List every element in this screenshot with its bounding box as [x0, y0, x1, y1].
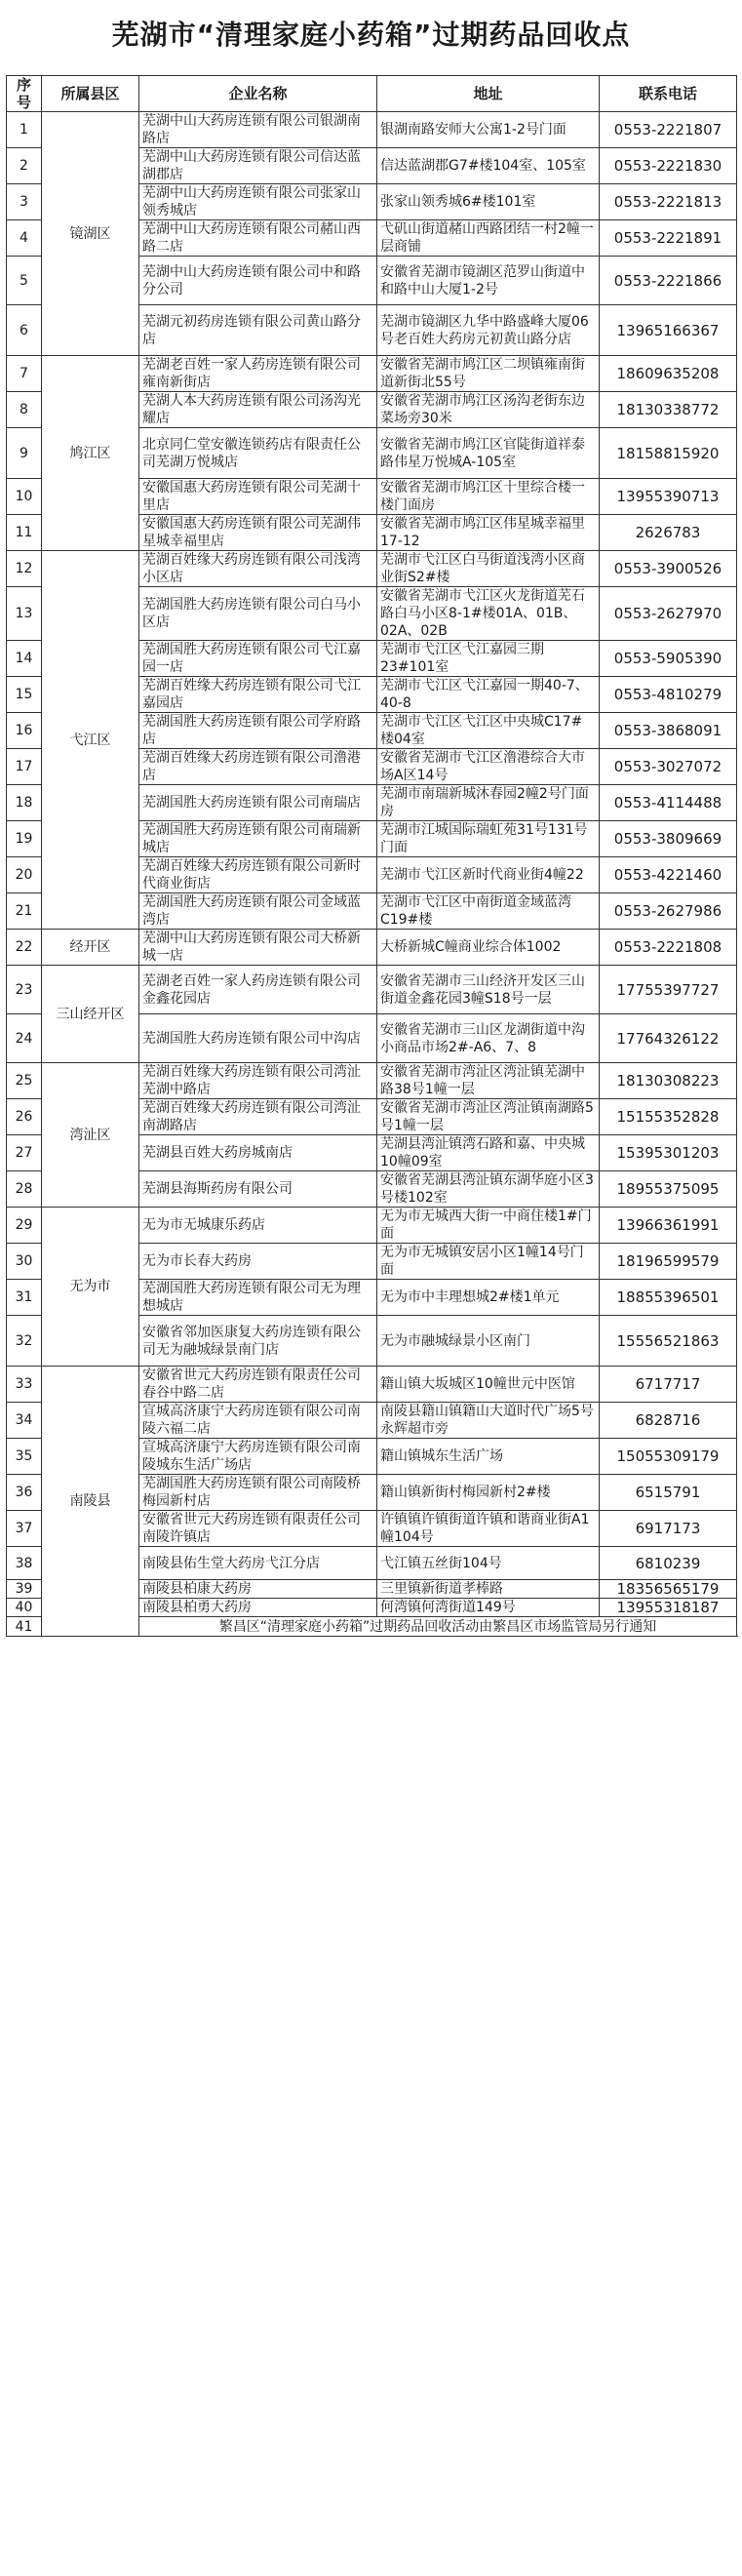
address: 无为市无城镇安居小区1幢14号门面 — [377, 1244, 600, 1280]
district-cell: 无为市 — [42, 1208, 139, 1367]
company-name: 芜湖百姓缘大药房连锁有限公司浅湾小区店 — [139, 551, 377, 587]
phone-number: 0553-4810279 — [600, 677, 737, 713]
address: 芜湖市镜湖区九华中路盛峰大厦06号老百姓大药房元初黄山路分店 — [377, 305, 600, 356]
column-header-name: 企业名称 — [139, 76, 377, 112]
row-number: 16 — [7, 713, 42, 749]
company-name: 芜湖国胜大药房连锁有限公司白马小区店 — [139, 587, 377, 641]
row-number: 29 — [7, 1208, 42, 1244]
phone-number: 0553-5905390 — [600, 641, 737, 677]
row-number: 8 — [7, 392, 42, 428]
address: 安徽省芜湖市湾沚区湾沚镇芜湖中路38号1幢一层 — [377, 1063, 600, 1099]
row-number: 27 — [7, 1135, 42, 1171]
row-number: 6 — [7, 305, 42, 356]
company-name: 安徽国惠大药房连锁有限公司芜湖十里店 — [139, 479, 377, 515]
company-name: 芜湖百姓缘大药房连锁有限公司澛港店 — [139, 749, 377, 785]
company-name: 北京同仁堂安徽连锁药店有限责任公司芜湖万悦城店 — [139, 428, 377, 479]
row-number: 30 — [7, 1244, 42, 1280]
company-name: 南陵县柏康大药房 — [139, 1580, 377, 1599]
phone-number: 0553-2221891 — [600, 220, 737, 257]
district-cell: 三山经开区 — [42, 966, 139, 1063]
row-number: 14 — [7, 641, 42, 677]
company-name: 芜湖国胜大药房连锁有限公司南瑞新城店 — [139, 821, 377, 857]
row-number: 15 — [7, 677, 42, 713]
phone-number: 18609635208 — [600, 356, 737, 392]
phone-number: 15055309179 — [600, 1439, 737, 1475]
phone-number: 13966361991 — [600, 1208, 737, 1244]
address: 安徽省芜湖市湾沚区湾沚镇南湖路5号1幢一层 — [377, 1099, 600, 1135]
address: 芜湖市弋江区弋江嘉园三期23#101室 — [377, 641, 600, 677]
phone-number: 0553-3868091 — [600, 713, 737, 749]
company-name: 芜湖中山大药房连锁有限公司大桥新城一店 — [139, 930, 377, 966]
row-number: 34 — [7, 1403, 42, 1439]
company-name: 芜湖百姓缘大药房连锁有限公司新时代商业街店 — [139, 857, 377, 893]
company-name: 芜湖百姓缘大药房连锁有限公司湾沚芜湖中路店 — [139, 1063, 377, 1099]
phone-number: 17755397727 — [600, 966, 737, 1014]
phone-number: 13955318187 — [600, 1599, 737, 1617]
table-row — [7, 1208, 737, 1244]
address: 无为市融城绿景小区南门 — [377, 1316, 600, 1367]
company-name: 芜湖中山大药房连锁有限公司张家山领秀城店 — [139, 184, 377, 220]
row-number: 11 — [7, 515, 42, 551]
company-name: 芜湖国胜大药房连锁有限公司南陵桥梅园新村店 — [139, 1475, 377, 1511]
company-name: 芜湖中山大药房连锁有限公司赭山西路二店 — [139, 220, 377, 257]
phone-number: 0553-2221866 — [600, 257, 737, 305]
table-body — [7, 112, 737, 1637]
address: 银湖南路安师大公寓1-2号门面 — [377, 112, 600, 148]
row-number: 2 — [7, 148, 42, 184]
column-header-phone: 联系电话 — [600, 76, 737, 112]
row-number: 20 — [7, 857, 42, 893]
phone-number: 6828716 — [600, 1403, 737, 1439]
phone-number: 15556521863 — [600, 1316, 737, 1367]
company-name: 无为市长春大药房 — [139, 1244, 377, 1280]
row-number: 10 — [7, 479, 42, 515]
address: 芜湖市弋江区新时代商业街4幢22 — [377, 857, 600, 893]
table-row — [7, 356, 737, 392]
table-row — [7, 112, 737, 148]
address: 芜湖市江城国际瑞虹苑31号131号门面 — [377, 821, 600, 857]
company-name: 南陵县佑生堂大药房弋江分店 — [139, 1547, 377, 1580]
column-header-district: 所属县区 — [42, 76, 139, 112]
address: 芜湖市弋江区中南街道金域蓝湾C19#楼 — [377, 893, 600, 930]
address: 大桥新城C幢商业综合体1002 — [377, 930, 600, 966]
address: 安徽省芜湖市鸠江区伟星城幸福里17-12 — [377, 515, 600, 551]
recycling-points-table — [6, 75, 737, 1637]
company-name: 芜湖国胜大药房连锁有限公司金域蓝湾店 — [139, 893, 377, 930]
district-cell: 镜湖区 — [42, 112, 139, 356]
row-number: 5 — [7, 257, 42, 305]
phone-number: 6917173 — [600, 1511, 737, 1547]
address: 芜湖县湾沚镇湾石路和嘉、中央城10幢09室 — [377, 1135, 600, 1171]
phone-number: 6810239 — [600, 1547, 737, 1580]
phone-number: 0553-3809669 — [600, 821, 737, 857]
company-name: 芜湖中山大药房连锁有限公司中和路分公司 — [139, 257, 377, 305]
company-name: 南陵县柏勇大药房 — [139, 1599, 377, 1617]
address: 安徽省芜湖市弋江区火龙街道芜石路白马小区8-1#楼01A、01B、02A、02B — [377, 587, 600, 641]
company-name: 芜湖国胜大药房连锁有限公司中沟店 — [139, 1014, 377, 1063]
table-header-row — [7, 76, 737, 112]
address: 弋江镇五丝街104号 — [377, 1547, 600, 1580]
address: 安徽省芜湖市鸠江区官陡街道祥泰路伟星万悦城A-105室 — [377, 428, 600, 479]
address: 芜湖市南瑞新城沐春园2幢2号门面房 — [377, 785, 600, 821]
address: 安徽省芜湖市弋江区澛港综合大市场A区14号 — [377, 749, 600, 785]
address: 安徽省芜湖市鸠江区汤沟老街东边菜场旁30米 — [377, 392, 600, 428]
row-number: 25 — [7, 1063, 42, 1099]
company-name: 芜湖国胜大药房连锁有限公司学府路店 — [139, 713, 377, 749]
address: 无为市无城西大街一中商住楼1#门面 — [377, 1208, 600, 1244]
address: 芜湖市弋江区弋江区中央城C17#楼04室 — [377, 713, 600, 749]
phone-number: 15155352828 — [600, 1099, 737, 1135]
row-number: 21 — [7, 893, 42, 930]
row-number: 17 — [7, 749, 42, 785]
district-cell: 弋江区 — [42, 551, 139, 930]
column-header-no: 序号 — [7, 76, 42, 112]
table-row — [7, 1367, 737, 1403]
company-name: 宣城高济康宁大药房连锁有限公司南陵六福二店 — [139, 1403, 377, 1439]
row-number: 19 — [7, 821, 42, 857]
company-name: 宣城高济康宁大药房连锁有限公司南陵城东生活广场店 — [139, 1439, 377, 1475]
table-row — [7, 930, 737, 966]
phone-number: 6717717 — [600, 1367, 737, 1403]
company-name: 芜湖国胜大药房连锁有限公司弋江嘉园一店 — [139, 641, 377, 677]
company-name: 芜湖中山大药房连锁有限公司信达蓝湖郡店 — [139, 148, 377, 184]
address: 安徽省芜湖市鸠江区二坝镇雍南街道新街北55号 — [377, 356, 600, 392]
phone-number: 18955375095 — [600, 1171, 737, 1208]
company-name: 安徽省世元大药房连锁有限责任公司南陵许镇店 — [139, 1511, 377, 1547]
district-cell: 南陵县 — [42, 1367, 139, 1637]
row-number: 26 — [7, 1099, 42, 1135]
row-number: 38 — [7, 1547, 42, 1580]
row-number: 37 — [7, 1511, 42, 1547]
phone-number: 0553-2221830 — [600, 148, 737, 184]
phone-number: 17764326122 — [600, 1014, 737, 1063]
phone-number: 6515791 — [600, 1475, 737, 1511]
table-row — [7, 966, 737, 1014]
phone-number: 0553-2627970 — [600, 587, 737, 641]
address: 芜湖市弋江区白马街道浅湾小区商业街S2#楼 — [377, 551, 600, 587]
row-number: 31 — [7, 1280, 42, 1316]
phone-number: 18855396501 — [600, 1280, 737, 1316]
row-number: 36 — [7, 1475, 42, 1511]
phone-number: 0553-3900526 — [600, 551, 737, 587]
company-name: 芜湖老百姓一家人药房连锁有限公司雍南新街店 — [139, 356, 377, 392]
company-name: 芜湖人本大药房连锁有限公司汤沟光耀店 — [139, 392, 377, 428]
address: 安徽省芜湖市镜湖区范罗山街道中和路中山大厦1-2号 — [377, 257, 600, 305]
phone-number: 2626783 — [600, 515, 737, 551]
phone-number: 0553-4221460 — [600, 857, 737, 893]
company-name: 芜湖国胜大药房连锁有限公司无为理想城店 — [139, 1280, 377, 1316]
address: 信达蓝湖郡G7#楼104室、105室 — [377, 148, 600, 184]
phone-number: 0553-3027072 — [600, 749, 737, 785]
address: 安徽省芜湖市三山区龙湖街道中沟小商品市场2#-A6、7、8 — [377, 1014, 600, 1063]
row-number: 23 — [7, 966, 42, 1014]
row-number: 41 — [7, 1617, 42, 1637]
address: 张家山领秀城6#楼101室 — [377, 184, 600, 220]
company-name: 芜湖县海斯药房有限公司 — [139, 1171, 377, 1208]
company-name: 芜湖百姓缘大药房连锁有限公司湾沚南湖路店 — [139, 1099, 377, 1135]
address: 籍山镇新街村梅园新村2#楼 — [377, 1475, 600, 1511]
row-number: 39 — [7, 1580, 42, 1599]
column-header-address: 地址 — [377, 76, 600, 112]
row-number: 35 — [7, 1439, 42, 1475]
phone-number: 0553-2627986 — [600, 893, 737, 930]
row-number: 33 — [7, 1367, 42, 1403]
company-name: 芜湖老百姓一家人药房连锁有限公司金鑫花园店 — [139, 966, 377, 1014]
phone-number: 13955390713 — [600, 479, 737, 515]
row-number: 7 — [7, 356, 42, 392]
table-row — [7, 551, 737, 587]
district-cell: 经开区 — [42, 930, 139, 966]
row-number: 9 — [7, 428, 42, 479]
district-cell: 湾沚区 — [42, 1063, 139, 1208]
phone-number: 0553-2221807 — [600, 112, 737, 148]
page-title: 芜湖市“清理家庭小药箱”过期药品回收点 — [111, 19, 631, 51]
company-name: 安徽省邻加医康复大药房连锁有限公司无为融城绿景南门店 — [139, 1316, 377, 1367]
phone-number: 15395301203 — [600, 1135, 737, 1171]
row-number: 18 — [7, 785, 42, 821]
row-number: 24 — [7, 1014, 42, 1063]
phone-number: 0553-2221808 — [600, 930, 737, 966]
footer-note: 繁昌区“清理家庭小药箱”过期药品回收活动由繁昌区市场监管局另行通知 — [139, 1617, 737, 1637]
address: 三里镇新街道孝棒路 — [377, 1580, 600, 1599]
row-number: 32 — [7, 1316, 42, 1367]
address: 弋矶山街道赭山西路团结一村2幢一层商铺 — [377, 220, 600, 257]
address: 芜湖市弋江区弋江嘉园一期40-7、40-8 — [377, 677, 600, 713]
address: 籍山镇大坂城区10幢世元中医馆 — [377, 1367, 600, 1403]
company-name: 芜湖百姓缘大药房连锁有限公司弋江嘉园店 — [139, 677, 377, 713]
company-name: 安徽省世元大药房连锁有限责任公司春谷中路二店 — [139, 1367, 377, 1403]
phone-number: 18130308223 — [600, 1063, 737, 1099]
company-name: 无为市无城康乐药店 — [139, 1208, 377, 1244]
phone-number: 13965166367 — [600, 305, 737, 356]
row-number: 3 — [7, 184, 42, 220]
phone-number: 18196599579 — [600, 1244, 737, 1280]
company-name: 芜湖县百姓大药房城南店 — [139, 1135, 377, 1171]
address: 无为市中丰理想城2#楼1单元 — [377, 1280, 600, 1316]
phone-number: 18356565179 — [600, 1580, 737, 1599]
row-number: 1 — [7, 112, 42, 148]
company-name: 芜湖中山大药房连锁有限公司银湖南路店 — [139, 112, 377, 148]
row-number: 4 — [7, 220, 42, 257]
address: 何湾镇何湾街道149号 — [377, 1599, 600, 1617]
address: 安徽省芜湖市三山经济开发区三山街道金鑫花园3幢S18号一层 — [377, 966, 600, 1014]
company-name: 安徽国惠大药房连锁有限公司芜湖伟星城幸福里店 — [139, 515, 377, 551]
address: 安徽省芜湖市鸠江区十里综合楼一楼门面房 — [377, 479, 600, 515]
district-cell: 鸠江区 — [42, 356, 139, 551]
company-name: 芜湖国胜大药房连锁有限公司南瑞店 — [139, 785, 377, 821]
phone-number: 18158815920 — [600, 428, 737, 479]
row-number: 22 — [7, 930, 42, 966]
address: 许镇镇许镇街道许镇和谐商业街A1幢104号 — [377, 1511, 600, 1547]
row-number: 12 — [7, 551, 42, 587]
row-number: 40 — [7, 1599, 42, 1617]
phone-number: 18130338772 — [600, 392, 737, 428]
address: 籍山镇城东生活广场 — [377, 1439, 600, 1475]
company-name: 芜湖元初药房连锁有限公司黄山路分店 — [139, 305, 377, 356]
phone-number: 0553-4114488 — [600, 785, 737, 821]
table-row — [7, 1063, 737, 1099]
row-number: 28 — [7, 1171, 42, 1208]
phone-number: 0553-2221813 — [600, 184, 737, 220]
row-number: 13 — [7, 587, 42, 641]
address: 南陵县籍山镇籍山大道时代广场5号永辉超市旁 — [377, 1403, 600, 1439]
address: 安徽省芜湖县湾沚镇东湖华庭小区3号楼102室 — [377, 1171, 600, 1208]
